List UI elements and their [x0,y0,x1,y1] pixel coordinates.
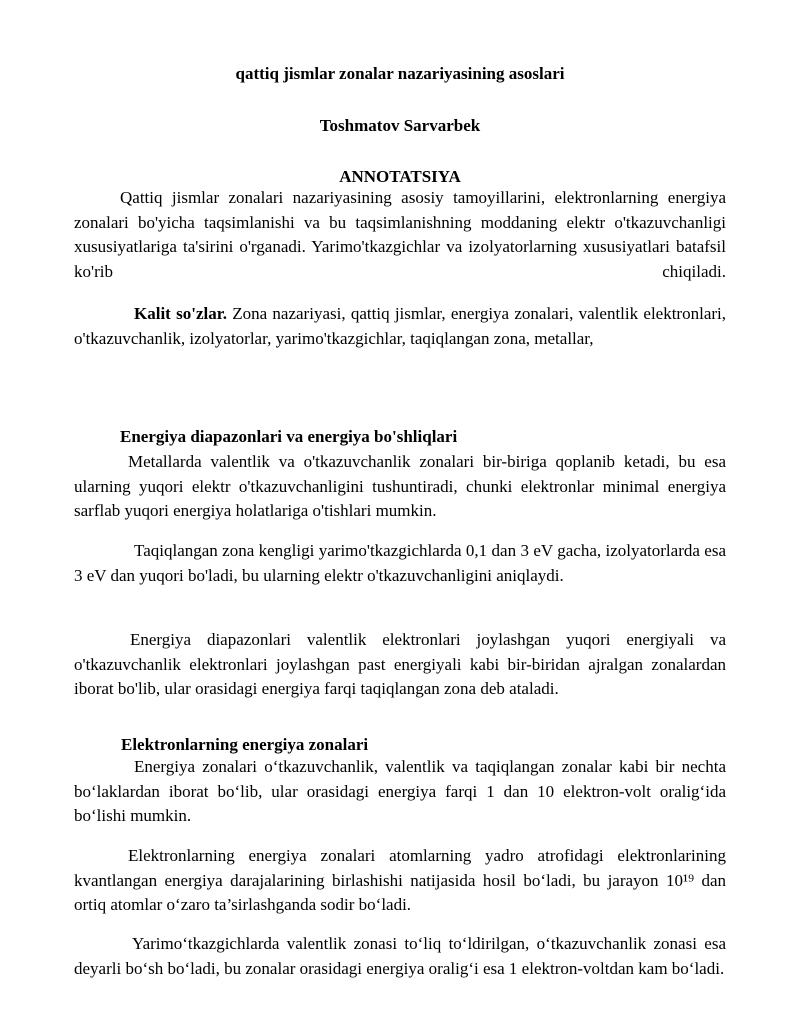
keywords-label: Kalit so'zlar. [134,304,227,323]
annotation-heading: ANNOTATSIYA [339,167,461,186]
paper-title: qattiq jismlar zonalar nazariyasining asoslari [235,64,565,83]
section1-paragraph-2: Taqiqlangan zona kengligi yarimo'tkazgichlarda 0,1 dan 3 eV gacha, izolyatorlarda esa 3 eV dan yuqori bo'ladi, bu ularning elektr o'tkazuvchanligini aniqlaydi. [74,541,726,585]
author-name: Toshmatov Sarvarbek [319,116,481,135]
keywords-paragraph [74,302,726,351]
annotation-text: Qattiq jismlar zonalari nazariyasining asosiy tamoyillarini, elektronlarning energiya zonalari bo'yicha taqsimlanishi va bu taqsimlanishning moddaning elektr o'tkazuvchanligi xususiyatlariga ta'sirini o'rganadi. Yarimo'tkazgichlar va izolyatorlarning xususiyatlari batafsil ko'rib chiqiladi. [74,188,726,281]
section2-paragraph-1: Energiya zonalari o‘tkazuvchanlik, valentlik va taqiqlangan zonalar kabi bir nechta bo‘laklardan iborat bo‘lib, ular orasidagi energiya farqi 1 dan 10 elektron-volt oralig‘ida bo‘lishi mumkin. [74,757,726,825]
section-heading-energy-bands: Energiya diapazonlari va energiya bo'shliqlari [120,427,458,446]
section2-paragraph-3: Yarimo‘tkazgichlarda valentlik zonasi to‘liq to‘ldirilgan, o‘tkazuvchanlik zonasi esa deyarli bo‘sh bo‘ladi, bu zonalar orasidagi energiya oralig‘i esa 1 elektron-voltdan kam bo‘ladi. [74,934,726,978]
section2-paragraph-2: Elektronlarning energiya zonalari atomlarning yadro atrofidagi elektronlarining kvantlangan energiya darajalarining birlashishi natijasida hosil bo‘ladi, bu jarayon 10¹⁹ dan ortiq atomlar o‘zaro ta’sirlashganda sodir bo‘ladi. [74,846,726,914]
keywords-text: Zona nazariyasi, qattiq jismlar, energiya zonalari, valentlik elektronlari, o'tkazuvchanlik, izolyatorlar, yarimo'tkazgichlar, taqiqlangan zona, metallar, [74,304,726,348]
section1-paragraph-1: Metallarda valentlik va o'tkazuvchanlik zonalari bir-biriga qoplanib ketadi, bu esa ularning yuqori elektr o'tkazuvchanligini tushuntiradi, chunki elektronlar minimal energiya sarflab yuqori energiya holatlariga o'tishlari mumkin. [74,452,726,520]
section1-paragraph-3: Energiya diapazonlari valentlik elektronlari joylashgan yuqori energiyali va o'tkazuvchanlik elektronlari joylashgan past energiyali kabi bir-biridan ajralgan zonalardan iborat bo'lib, ular orasidagi energiya farqi taqiqlangan zona deb ataladi. [74,630,726,698]
section-heading-electron-zones: Elektronlarning energiya zonalari [121,735,369,754]
